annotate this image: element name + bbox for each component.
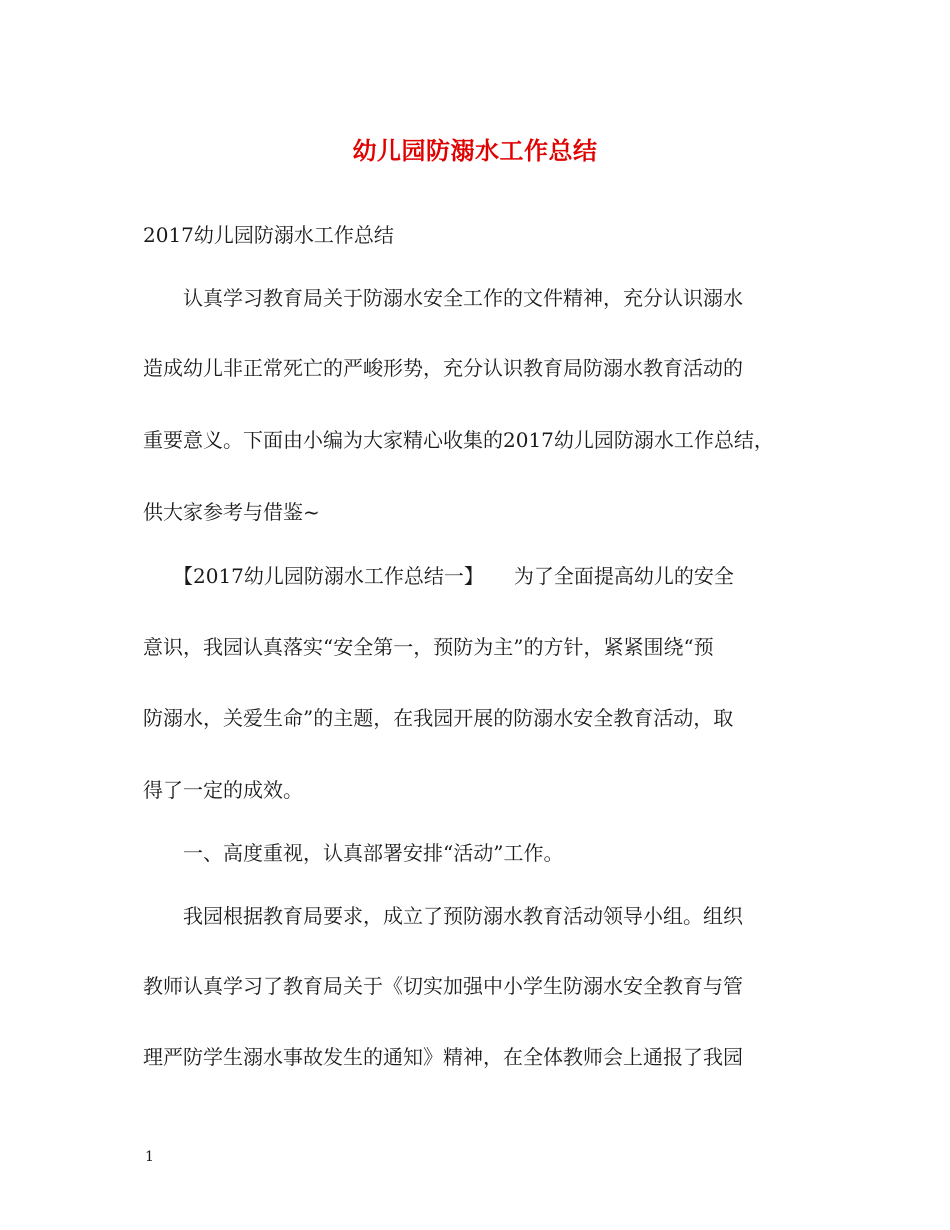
page-number: 1	[145, 1149, 154, 1165]
paragraph-line: 得了一定的成效。	[143, 778, 303, 802]
paragraph-line: 意识，我园认真落实“安全第一，预防为主”的方针，紧紧围绕“预	[143, 635, 714, 659]
paragraph-line: 教师认真学习了教育局关于《切实加强中小学生防溺水安全教育与管	[143, 974, 743, 998]
paragraph-line: 防溺水，关爱生命”的主题，在我园开展的防溺水安全教育活动，取	[143, 706, 734, 730]
paragraph-line: 认真学习教育局关于防溺水安全工作的文件精神，充分认识溺水	[143, 286, 743, 310]
paragraph-line: 造成幼儿非正常死亡的严峻形势，充分认识教育局防溺水教育活动的	[143, 356, 743, 380]
section-heading: 一、高度重视，认真部署安排“活动”工作。	[143, 841, 564, 865]
paragraph-line: 理严防学生溺水事故发生的通知》精神，在全体教师会上通报了我园	[143, 1045, 743, 1069]
subtitle-line: 2017幼儿园防溺水工作总结	[143, 223, 394, 247]
paragraph-line: 【2017幼儿园防溺水工作总结一】 为了全面提高幼儿的安全	[143, 564, 734, 588]
paragraph-line: 重要意义。下面由小编为大家精心收集的2017幼儿园防溺水工作总结，	[143, 428, 774, 452]
paragraph-line: 供大家参考与借鉴~	[143, 500, 320, 524]
paragraph-line: 我园根据教育局要求，成立了预防溺水教育活动领导小组。组织	[143, 904, 743, 928]
document-title: 幼儿园防溺水工作总结	[352, 136, 598, 165]
